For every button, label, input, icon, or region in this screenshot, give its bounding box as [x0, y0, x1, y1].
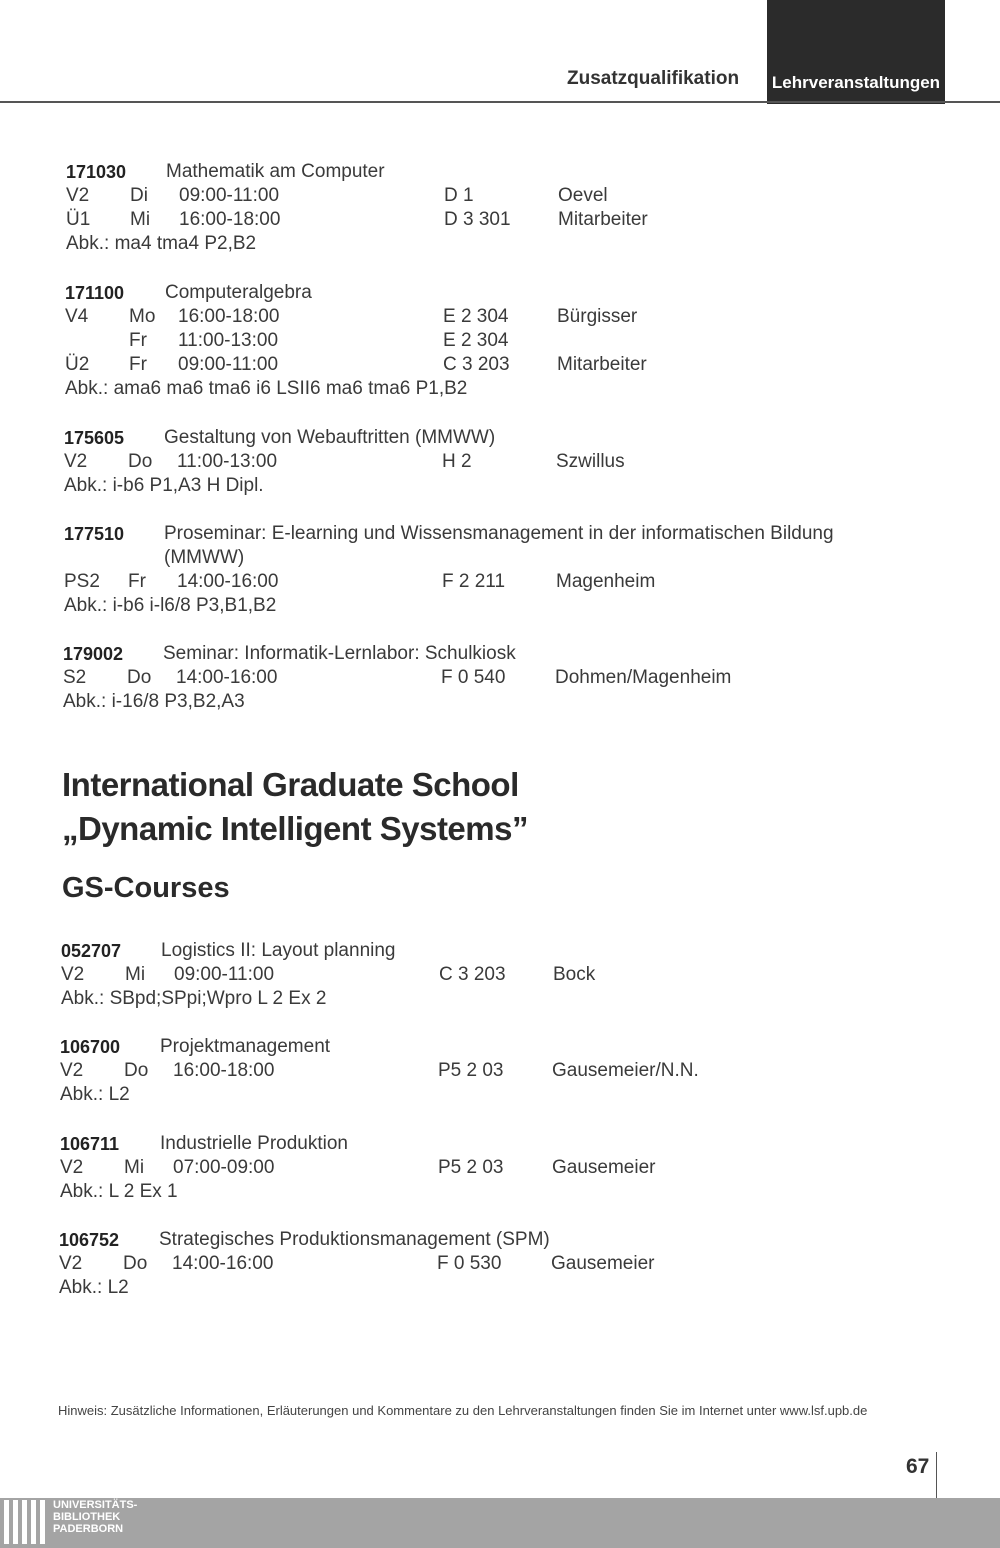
- session-time: 07:00-09:00: [173, 1157, 275, 1178]
- session-time: 11:00-13:00: [177, 451, 278, 472]
- session-day: Mi: [130, 209, 151, 230]
- session-room: H 2: [442, 451, 472, 472]
- session-day: Do: [123, 1253, 148, 1274]
- session-day: Fr: [129, 330, 147, 351]
- session-type: Ü2: [65, 354, 90, 375]
- session-row: [65, 305, 765, 329]
- session-type: V2: [61, 964, 85, 985]
- session-row: [66, 208, 766, 232]
- course-id: 106711: [60, 1134, 120, 1154]
- footer-bar: [0, 1498, 1000, 1548]
- session-day: Fr: [129, 354, 147, 375]
- session-time: 09:00-11:00: [179, 185, 280, 206]
- session-day: Do: [124, 1060, 149, 1081]
- course-title: Logistics II: Layout planning: [161, 940, 396, 961]
- session-room: C 3 203: [439, 964, 506, 985]
- session-time: 16:00-18:00: [179, 209, 281, 230]
- session-room: P5 2 03: [438, 1157, 504, 1178]
- course-abbreviations: Abk.: L2: [59, 1277, 129, 1298]
- course-title-continued: (MMWW): [164, 547, 245, 568]
- course-abbreviations: Abk.: ma4 tma4 P2,B2: [66, 233, 257, 254]
- course-entry: [60, 1132, 760, 1204]
- course-abbreviations: Abk.: L2: [60, 1084, 130, 1105]
- session-lecturer: Bürgisser: [557, 306, 638, 327]
- session-type: V2: [60, 1157, 84, 1178]
- session-type: PS2: [64, 571, 100, 592]
- session-type: V2: [59, 1253, 83, 1274]
- session-type: V2: [60, 1060, 84, 1081]
- course-entry: [66, 160, 766, 256]
- logo-text-line: PADERBORN: [53, 1523, 124, 1535]
- session-time: 09:00-11:00: [174, 964, 275, 985]
- session-row: [65, 353, 765, 377]
- session-lecturer: Szwillus: [556, 451, 625, 472]
- page-number: 67: [906, 1455, 930, 1478]
- session-day: Mo: [129, 306, 156, 327]
- session-lecturer: Oevel: [558, 185, 608, 206]
- session-time: 14:00-16:00: [172, 1253, 274, 1274]
- course-entry: [64, 522, 864, 618]
- course-title: Industrielle Produktion: [160, 1133, 348, 1154]
- session-day: Mi: [125, 964, 146, 985]
- session-time: 11:00-13:00: [178, 330, 279, 351]
- session-row: [65, 329, 765, 353]
- course-entry: [61, 939, 761, 1011]
- course-abbreviations: Abk.: i-16/8 P3,B2,A3: [63, 691, 245, 712]
- logo-text-line: UNIVERSITÄTS-: [53, 1499, 138, 1511]
- chapter-tab-label: Lehrveranstaltungen: [771, 73, 941, 92]
- session-day: Do: [127, 667, 152, 688]
- section-heading: [62, 763, 528, 851]
- course-abbreviations: Abk.: ama6 ma6 tma6 i6 LSII6 ma6 tma6 P1,B2: [65, 378, 468, 399]
- session-day: Di: [130, 185, 148, 206]
- session-room: C 3 203: [443, 354, 510, 375]
- course-id: 171030: [66, 162, 127, 182]
- section-label: Zusatzqualifikation: [567, 68, 740, 89]
- session-lecturer: Mitarbeiter: [558, 209, 648, 230]
- logo-text-line: BIBLIOTHEK: [53, 1511, 121, 1523]
- session-type: Ü1: [66, 209, 91, 230]
- course-abbreviations: Abk.: L 2 Ex 1: [60, 1181, 178, 1202]
- session-day: Fr: [128, 571, 146, 592]
- course-id: 179002: [63, 644, 124, 664]
- library-logo-icon: [4, 1500, 48, 1546]
- session-time: 16:00-18:00: [178, 306, 280, 327]
- session-day: Mi: [124, 1157, 145, 1178]
- course-title: Computeralgebra: [165, 282, 312, 303]
- course-title: Strategisches Produktionsmanagement (SPM): [159, 1229, 550, 1250]
- course-entry: [64, 426, 764, 498]
- session-room: D 3 301: [444, 209, 511, 230]
- session-row: [64, 450, 764, 474]
- course-title: Mathematik am Computer: [166, 161, 385, 182]
- course-abbreviations: Abk.: SBpd;SPpi;Wpro L 2 Ex 2: [61, 988, 327, 1009]
- session-room: E 2 304: [443, 330, 509, 351]
- session-time: 14:00-16:00: [177, 571, 279, 592]
- course-entry: [60, 1035, 760, 1107]
- session-type: V2: [64, 451, 88, 472]
- chapter-tab: [767, 0, 945, 104]
- session-lecturer: Gausemeier: [551, 1253, 655, 1274]
- course-entry: [59, 1228, 759, 1300]
- course-title: Gestaltung von Webauftritten (MMWW): [164, 427, 496, 448]
- section-heading-line1: International Graduate School: [62, 766, 519, 803]
- course-id: 175605: [64, 428, 125, 448]
- session-type: V2: [66, 185, 90, 206]
- session-room: F 0 540: [441, 667, 506, 688]
- session-row: [60, 1156, 760, 1180]
- page-number-rule: [936, 1452, 937, 1498]
- session-time: 14:00-16:00: [176, 667, 278, 688]
- session-lecturer: Bock: [553, 964, 596, 985]
- session-type: V4: [65, 306, 89, 327]
- session-time: 16:00-18:00: [173, 1060, 275, 1081]
- session-room: F 2 211: [442, 571, 506, 592]
- session-row: [59, 1252, 759, 1276]
- session-lecturer: Gausemeier: [552, 1157, 656, 1178]
- session-lecturer: Gausemeier/N.N.: [552, 1060, 699, 1081]
- library-logo-text: [53, 1499, 137, 1535]
- session-row: [60, 1059, 760, 1083]
- course-id: 171100: [65, 283, 125, 303]
- course-entry: [65, 281, 765, 401]
- session-row: [64, 570, 864, 594]
- section-heading-line2: „Dynamic Intelligent Systems”: [62, 810, 528, 847]
- course-entry: [63, 642, 763, 714]
- session-row: [61, 963, 761, 987]
- session-type: S2: [63, 667, 87, 688]
- footnote: Hinweis: Zusätzliche Informationen, Erläuterungen und Kommentare zu den Lehrveranstaltungen finden Sie im Internet unter www.lsf.upb.de: [58, 1403, 868, 1418]
- course-id: 177510: [64, 524, 125, 544]
- section-subheading: GS-Courses: [62, 872, 230, 904]
- course-id: 106700: [60, 1037, 121, 1057]
- header-divider: [0, 101, 1000, 103]
- session-lecturer: Dohmen/Magenheim: [555, 667, 732, 688]
- session-time: 09:00-11:00: [178, 354, 279, 375]
- session-row: [63, 666, 763, 690]
- session-room: D 1: [444, 185, 474, 206]
- course-title: Proseminar: E-learning und Wissensmanagement in der informatischen Bildung: [164, 523, 834, 544]
- course-abbreviations: Abk.: i-b6 P1,A3 H Dipl.: [64, 475, 264, 496]
- session-room: P5 2 03: [438, 1060, 504, 1081]
- session-lecturer: Magenheim: [556, 571, 656, 592]
- session-row: [66, 184, 766, 208]
- session-day: Do: [128, 451, 153, 472]
- session-lecturer: Mitarbeiter: [557, 354, 647, 375]
- course-title: Projektmanagement: [160, 1036, 331, 1057]
- course-abbreviations: Abk.: i-b6 i-l6/8 P3,B1,B2: [64, 595, 277, 616]
- session-room: F 0 530: [437, 1253, 502, 1274]
- course-id: 106752: [59, 1230, 120, 1250]
- session-room: E 2 304: [443, 306, 509, 327]
- course-id: 052707: [61, 941, 122, 961]
- course-title: Seminar: Informatik-Lernlabor: Schulkiosk: [163, 643, 516, 664]
